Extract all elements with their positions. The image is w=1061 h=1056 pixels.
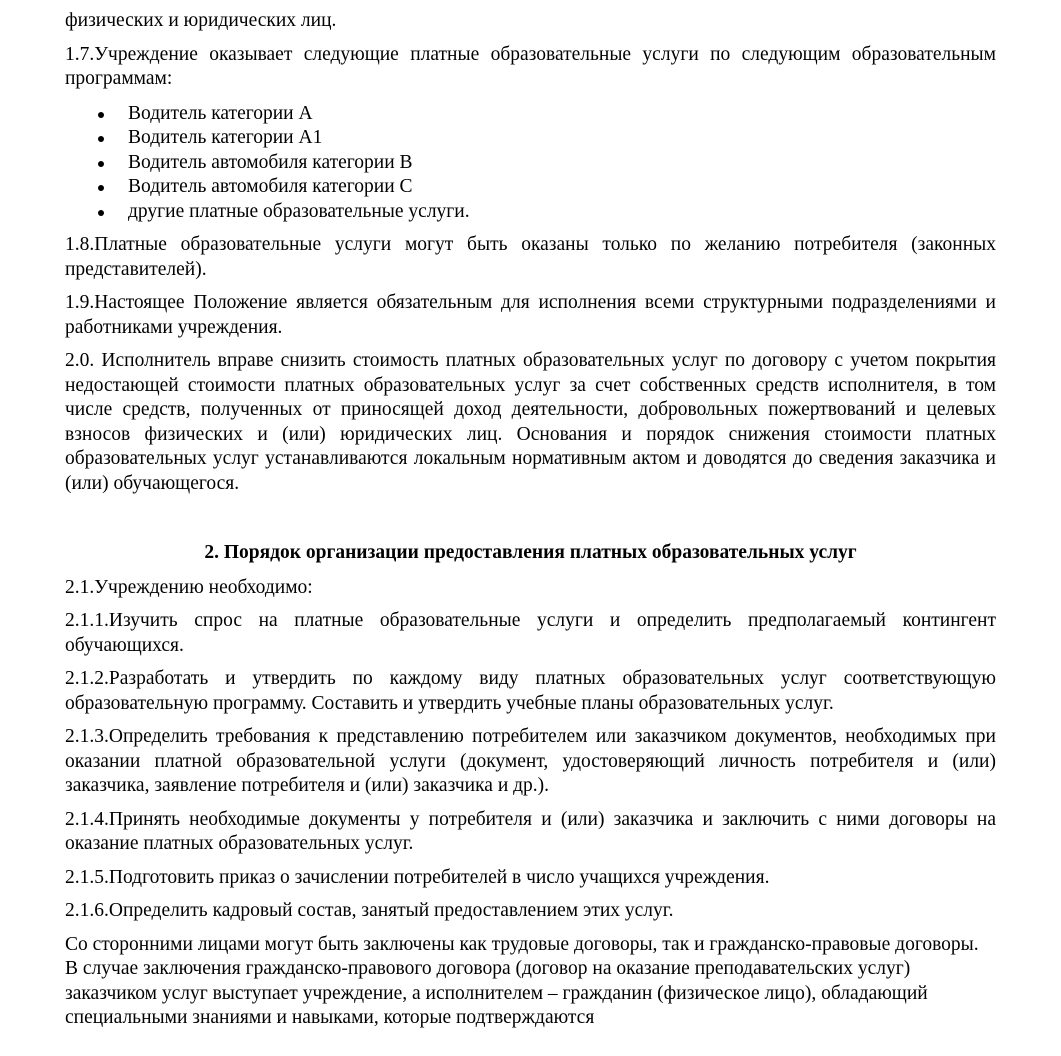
bullet-icon [98,112,104,118]
paragraph-2-1-2: 2.1.2.Разработать и утвердить по каждому виду платных образовательных услуг соответствующую образовательную программу. Составить и утвердить учебные планы образовательных услуг. [65,668,996,714]
list-item [65,151,996,176]
list-item-text: Водитель категории А [128,102,313,124]
list-item-text: Водитель категории А1 [128,127,323,148]
bullet-icon [98,185,104,191]
list-item [65,200,996,225]
list-item-text: Водитель автомобиля категории В [128,151,413,173]
paragraph-1-8: 1.8.Платные образовательные услуги могут быть оказаны только по желанию потребителя (законных представителей). [65,234,996,280]
paragraph-2-1-1: 2.1.1.Изучить спрос на платные образовательные услуги и определить предполагаемый контингент обучающихся. [65,610,996,656]
paragraph-2-1-6: 2.1.6.Определить кадровый состав, занятый предоставлением этих услуг. [65,900,674,921]
paragraph-1-9: 1.9.Настоящее Положение является обязательным для исполнения всеми структурными подразделениями и работниками учреждения. [65,292,996,338]
paragraph-2-1-3: 2.1.3.Определить требования к представлению потребителем или заказчиком документов, необходимых при оказании платной образовательной услуги (документ, удостоверяющий личность потребителя и (или) заказчика, заявление потребителя и (или) заказчика и др.). [65,726,996,796]
section-heading: 2. Порядок организации предоставления платных образовательных услуг [204,542,857,563]
list-item [65,102,996,127]
list-item [65,126,996,151]
list-item-text: другие платные образовательные услуги. [128,200,470,222]
paragraph-2-1-5: 2.1.5.Подготовить приказ о зачислении потребителей в число учащихся учреждения. [65,866,770,888]
document-body [65,9,996,1040]
list-item [65,175,996,200]
paragraph-1-7: 1.7.Учреждение оказывает следующие платные образовательные услуги по следующим образовательным программам: [65,43,996,89]
paragraph-contracts: Со сторонними лицами могут быть заключены как трудовые договоры, так и гражданско-правовые договоры. В случае заключения гражданско-правового договора (договор на оказание преподавательских услуг) заказчиком услуг выступает учреждение, а исполнителем – гражданин (физическое лицо), обладающий специальными знаниями и навыками, которые подтверждаются [65,933,979,1028]
bullet-icon [98,210,104,216]
paragraph-2-1: 2.1.Учреждению необходимо: [65,576,313,598]
paragraph-2-1-4: 2.1.4.Принять необходимые документы у потребителя и (или) заказчика и заключить с ними договоры на оказание платных образовательных услуг. [65,808,996,854]
paragraph-continuation: физических и юридических лиц. [65,10,337,31]
bullet-icon [98,161,104,167]
list-item-text: Водитель автомобиля категории С [128,176,413,197]
bullet-icon [98,136,104,142]
services-list [65,102,996,225]
paragraph-2-0: 2.0. Исполнитель вправе снизить стоимость платных образовательных услуг по договору с учетом покрытия недостающей стоимости платных образовательных услуг за счет собственных средств исполнителя, в том числе средств, полученных от приносящей доход деятельности, добровольных пожертвований и целевых взносов физических и (или) юридических лиц. Основания и порядок снижения стоимости платных образовательных услуг устанавливаются локальным нормативным актом и доводятся до сведения заказчика и (или) обучающегося. [65,350,996,494]
